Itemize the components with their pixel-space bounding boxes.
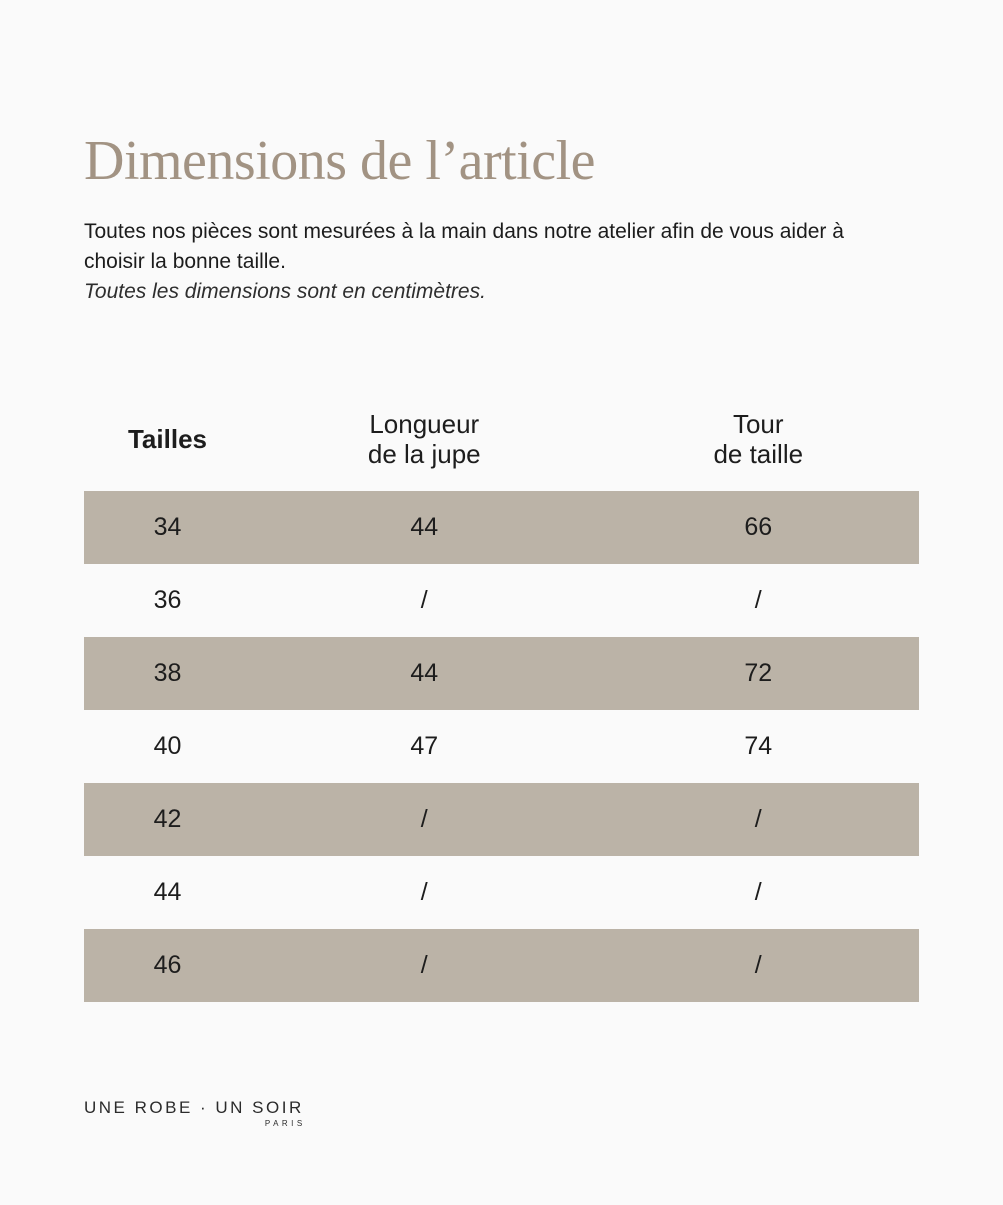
cell-longueur: / [420, 950, 428, 979]
cell-taille: 36 [153, 585, 182, 614]
table-row [84, 637, 919, 710]
cell-tour: / [754, 950, 762, 979]
cell-taille: 44 [153, 877, 182, 906]
brand-city: PARIS [264, 1118, 306, 1128]
units-note: Toutes les dimensions sont en centimètres. [84, 279, 486, 303]
column-header-longueur [251, 409, 598, 469]
brand-logo [84, 1098, 304, 1128]
cell-taille: 42 [153, 804, 182, 833]
table-row [84, 856, 919, 929]
column-header-label: de la jupe [367, 438, 481, 469]
cell-longueur: 44 [410, 512, 439, 541]
cell-tour: 72 [744, 658, 773, 687]
cell-longueur: 47 [410, 731, 439, 760]
column-header-label: Tour [732, 408, 784, 439]
size-table [84, 409, 919, 1002]
column-header-tailles [84, 424, 251, 454]
cell-tour: 74 [744, 731, 773, 760]
table-row [84, 783, 919, 856]
cell-taille: 34 [153, 512, 182, 541]
cell-longueur: / [420, 877, 428, 906]
cell-tour: / [754, 585, 762, 614]
cell-tour: / [754, 877, 762, 906]
cell-longueur: 44 [410, 658, 439, 687]
table-header-row [84, 409, 919, 469]
cell-tour: 66 [744, 512, 773, 541]
brand-name: UNE ROBE · UN SOIR [84, 1097, 304, 1117]
cell-taille: 38 [153, 658, 182, 687]
cell-tour: / [754, 804, 762, 833]
intro-text: Toutes nos pièces sont mesurées à la main dans notre atelier afin de vous aider à choisir la bonne taille. [84, 219, 844, 273]
page-title: Dimensions de l’article [84, 130, 596, 192]
table-row [84, 564, 919, 637]
column-header-label: Tailles [127, 423, 207, 454]
cell-longueur: / [420, 585, 428, 614]
cell-taille: 46 [153, 950, 182, 979]
column-header-label: de taille [713, 438, 804, 469]
table-row [84, 929, 919, 1002]
table-row [84, 710, 919, 783]
column-header-label: Longueur [369, 408, 480, 439]
column-header-tour [598, 409, 919, 469]
table-row [84, 491, 919, 564]
cell-taille: 40 [153, 731, 182, 760]
cell-longueur: / [420, 804, 428, 833]
